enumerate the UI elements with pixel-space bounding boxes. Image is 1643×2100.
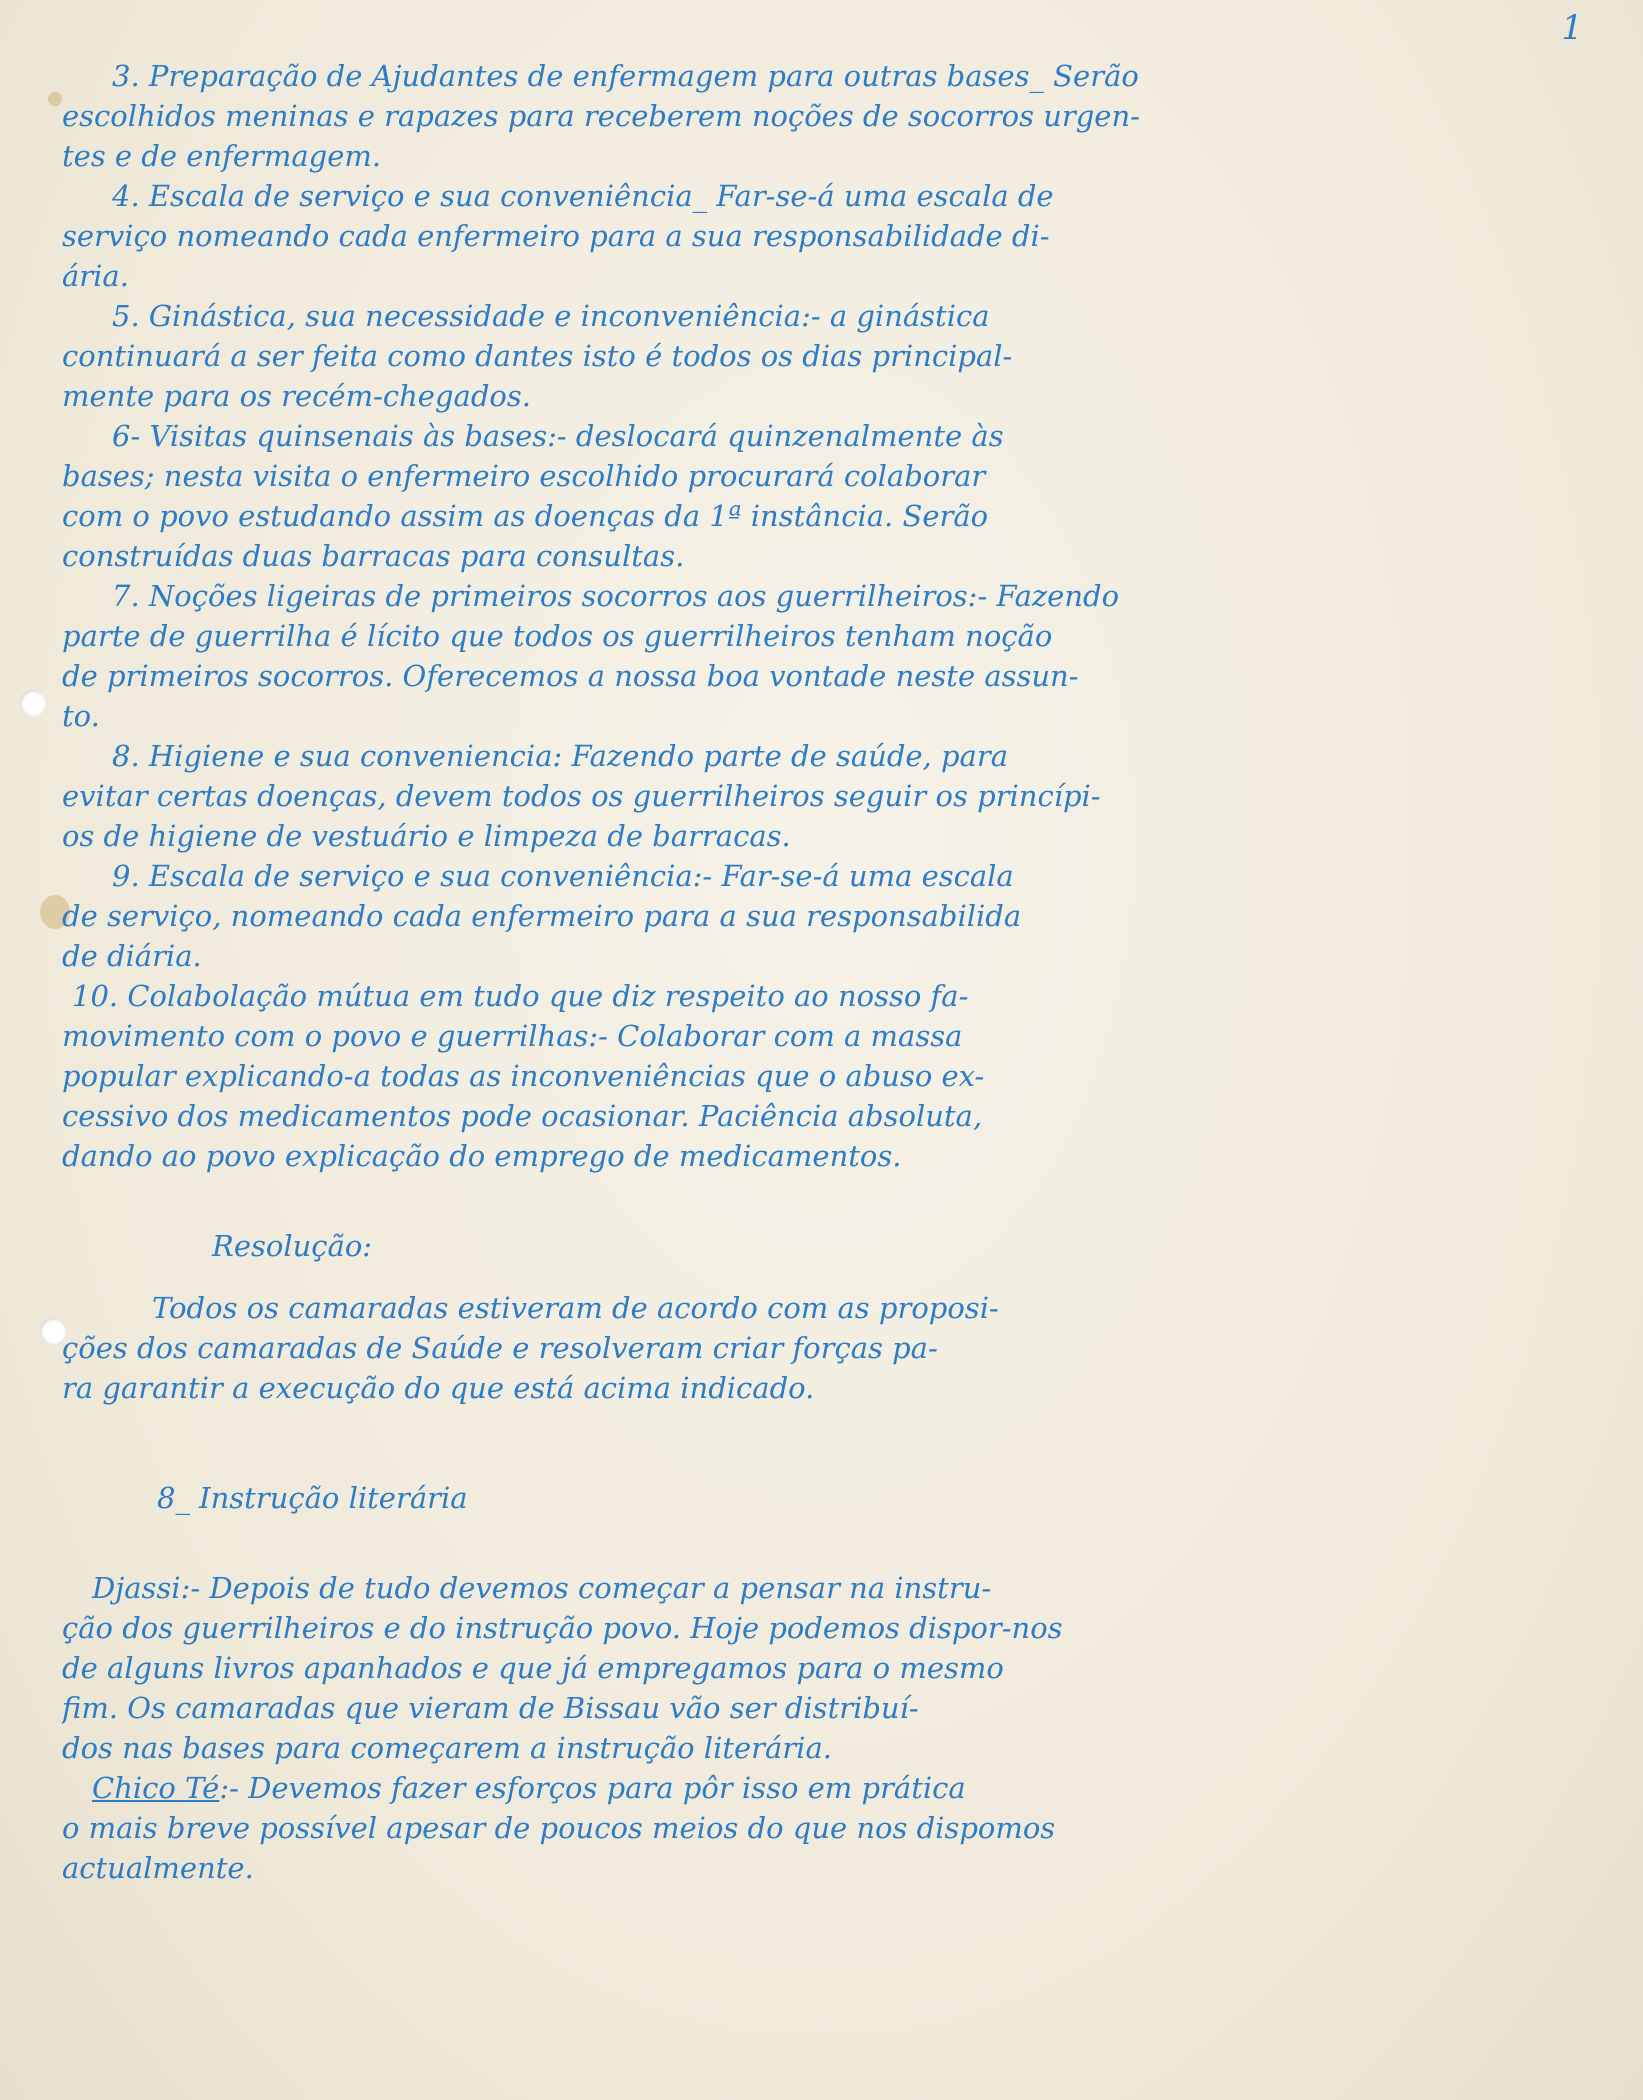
binder-hole-top	[20, 690, 46, 716]
section-heading: 8_ Instrução literária	[157, 1481, 468, 1515]
item-3	[62, 56, 1582, 176]
text-line: serviço nomeando cada enfermeiro para a sua responsabilidade di-	[62, 219, 1050, 253]
text-line: ção dos guerrilheiros e do instrução povo. Hoje podemos dispor-nos	[62, 1611, 1063, 1645]
text-line: popular explicando-a todas as inconveniências que o abuso ex-	[62, 1059, 985, 1093]
text-line: Todos os camaradas estiveram de acordo com as proposi-	[152, 1291, 999, 1325]
text-line: ária.	[62, 259, 129, 293]
text-line: os de higiene de vestuário e limpeza de barracas.	[62, 819, 791, 853]
item-10	[62, 976, 1582, 1176]
text-line: tes e de enfermagem.	[62, 139, 382, 173]
handwritten-text	[62, 56, 1582, 1888]
resolution-heading: Resolução:	[212, 1229, 373, 1263]
text-line: 8. Higiene e sua conveniencia: Fazendo parte de saúde, para	[112, 739, 1008, 773]
text-line: bases; nesta visita o enfermeiro escolhido procurará colaborar	[62, 459, 986, 493]
item-7	[62, 576, 1582, 736]
item-6	[62, 416, 1582, 576]
text-line: to.	[62, 699, 100, 733]
text-line	[62, 1768, 1582, 1808]
text-line: mente para os recém-chegados.	[62, 379, 531, 413]
item-9	[62, 856, 1582, 976]
text-line: de primeiros socorros. Oferecemos a nossa boa vontade neste assun-	[62, 659, 1079, 693]
text-line: 10. Colabolação mútua em tudo que diz respeito ao nosso fa-	[72, 979, 969, 1013]
text-line: continuará a ser feita como dantes isto é todos os dias principal-	[62, 339, 1013, 373]
text-line: cessivo dos medicamentos pode ocasionar. Paciência absoluta,	[62, 1099, 983, 1133]
text-line: 3. Preparação de Ajudantes de enfermagem para outras bases_ Serão	[112, 59, 1139, 93]
text-line: 7. Noções ligeiras de primeiros socorros aos guerrilheiros:- Fazendo	[112, 579, 1120, 613]
section-8-instrucao	[62, 1478, 1582, 1888]
speaker-text: :- Devemos fazer esforços para pôr isso em prática	[219, 1771, 966, 1805]
text-line: escolhidos meninas e rapazes para receberem noções de socorros urgen-	[62, 99, 1140, 133]
page-number: 1	[1561, 8, 1583, 48]
text-line: ra garantir a execução do que está acima indicado.	[62, 1371, 815, 1405]
text-line: dos nas bases para começarem a instrução literária.	[62, 1731, 832, 1765]
text-line: construídas duas barracas para consultas.	[62, 539, 685, 573]
text-line: o mais breve possível apesar de poucos meios do que nos dispomos	[62, 1811, 1056, 1845]
text-line: movimento com o povo e guerrilhas:- Colaborar com a massa	[62, 1019, 963, 1053]
text-line: com o povo estudando assim as doenças da 1ª instância. Serão	[62, 499, 989, 533]
speaker-name: Chico Té	[92, 1771, 220, 1805]
text-line: ções dos camaradas de Saúde e resolveram criar forças pa-	[62, 1331, 938, 1365]
text-line: de serviço, nomeando cada enfermeiro para a sua responsabilida	[62, 899, 1022, 933]
text-line: actualmente.	[62, 1851, 254, 1885]
text-line: dando ao povo explicação do emprego de medicamentos.	[62, 1139, 902, 1173]
text-line: de alguns livros apanhados e que já empregamos para o mesmo	[62, 1651, 1004, 1685]
text-line: parte de guerrilha é lícito que todos os guerrilheiros tenham noção	[62, 619, 1053, 653]
text-line: fim. Os camaradas que vieram de Bissau vão ser distribuí-	[62, 1691, 919, 1725]
paper-stain	[48, 92, 62, 106]
item-8	[62, 736, 1582, 856]
text-line: Djassi:- Depois de tudo devemos começar a pensar na instru-	[92, 1571, 992, 1605]
text-line: 5. Ginástica, sua necessidade e inconveniência:- a ginástica	[112, 299, 990, 333]
text-line: evitar certas doenças, devem todos os guerrilheiros seguir os princípi-	[62, 779, 1101, 813]
item-4	[62, 176, 1582, 296]
resolution-section	[62, 1226, 1582, 1408]
text-line: 4. Escala de serviço e sua conveniência_ Far-se-á uma escala de	[112, 179, 1054, 213]
item-5	[62, 296, 1582, 416]
text-line: 6- Visitas quinsenais às bases:- deslocará quinzenalmente às	[112, 419, 1004, 453]
text-line: de diária.	[62, 939, 202, 973]
text-line: 9. Escala de serviço e sua conveniência:- Far-se-á uma escala	[112, 859, 1014, 893]
